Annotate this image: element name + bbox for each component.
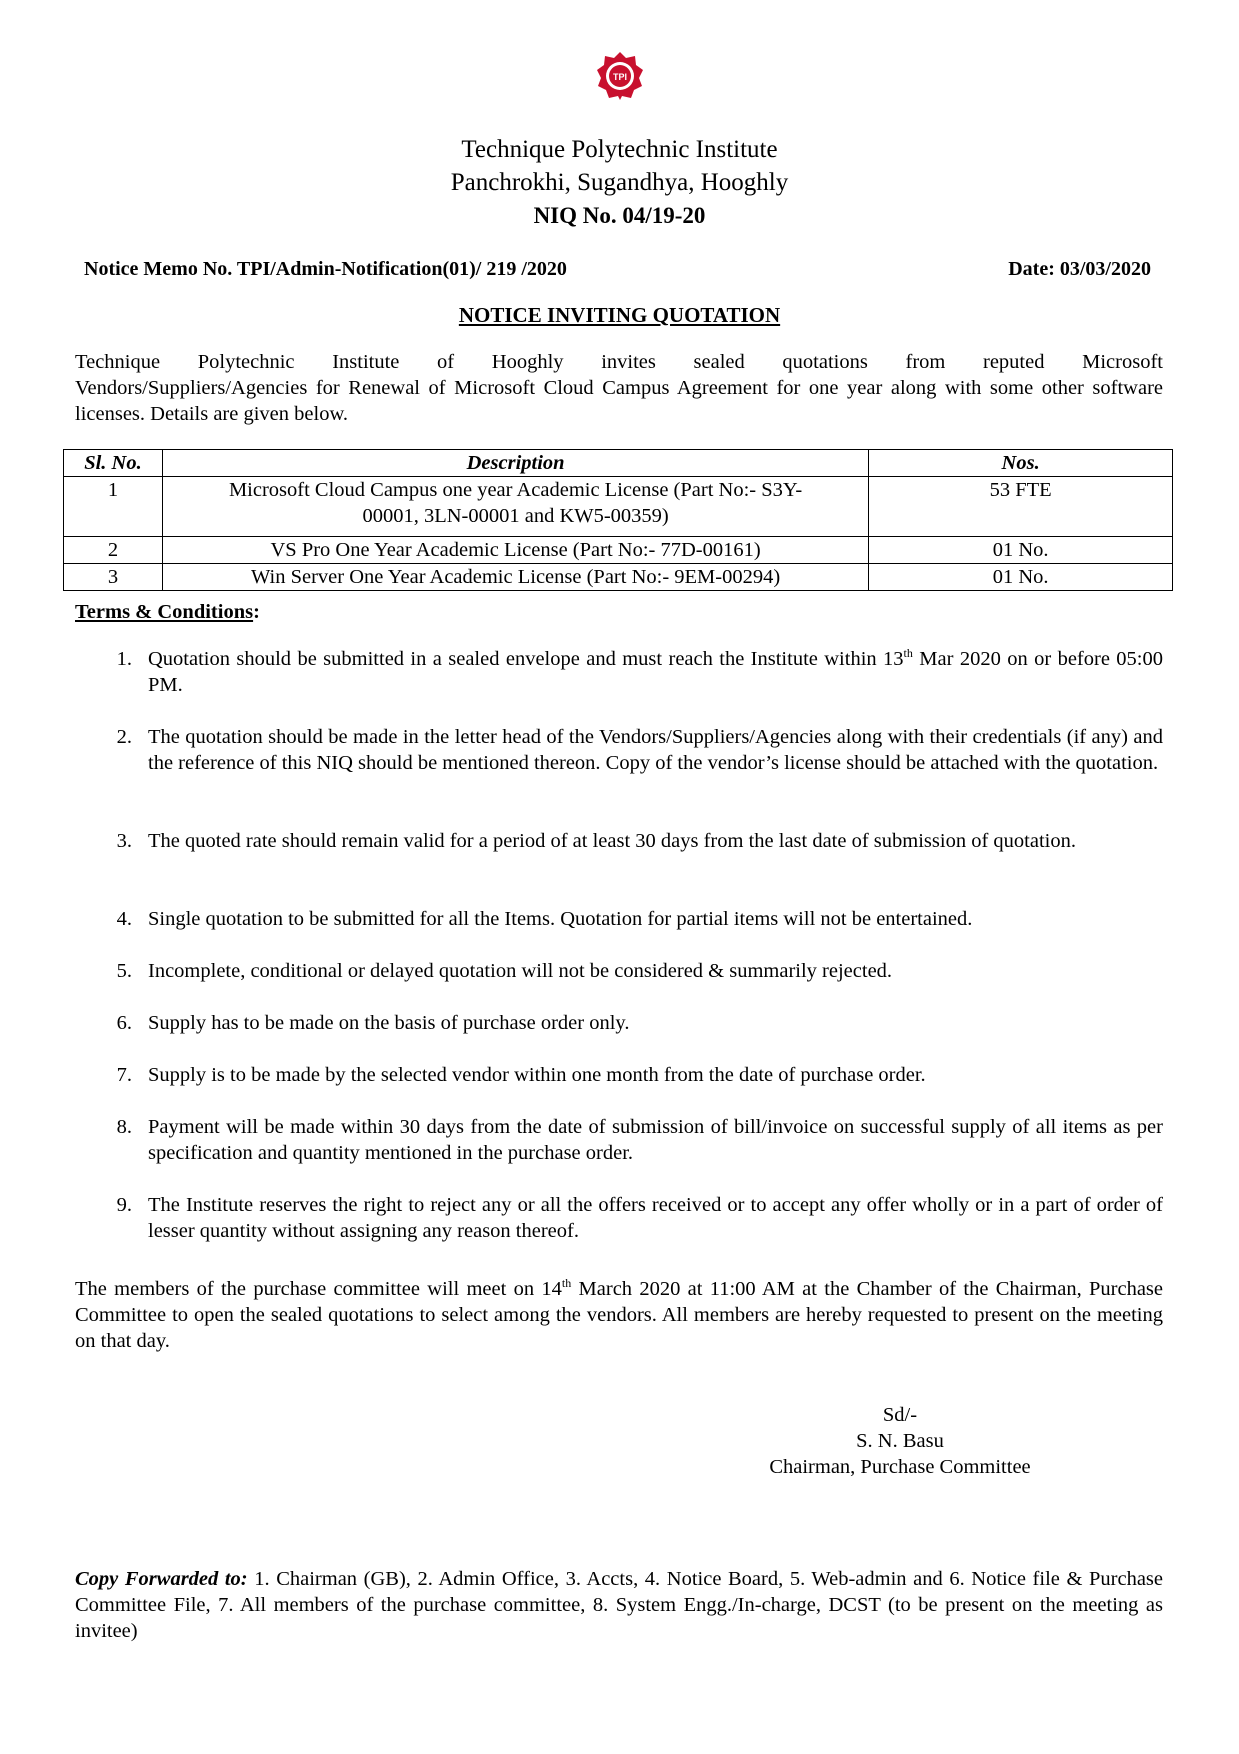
term-number: 6. [116,1012,132,1034]
cell-description-line-1: Microsoft Cloud Campus one year Academic License (Part No:- S3Y- [228,479,803,501]
notice-title: NOTICE INVITING QUOTATION [458,303,781,327]
term-number: 9. [116,1194,132,1216]
cell-nos: 53 FTE [869,477,1173,537]
memo-date: Date: 03/03/2020 [1008,258,1151,280]
closing-text-b: March 2020 at 11:00 AM at the Chamber of the Chairman, Purchase Committee to open the sealed quotations to select among the vendors. All members are hereby requested to present on the meeting on that day. [75,1278,1163,1352]
term-text: Supply is to be made by the selected vendor within one month from the date of purchase order. [148,1064,926,1086]
logo-text: TPI [612,72,628,82]
term-number: 4. [116,908,132,930]
table-header-row [64,450,1173,477]
intro-rest: Vendors/Suppliers/Agencies for Renewal of Microsoft Cloud Campus Agreement for one year along with some other software licenses. Details are given below. [75,377,1163,425]
table-row [64,477,1173,537]
term-text: The Institute reserves the right to reject any or all the offers received or to accept any offer wholly or in a part of order of lesser quantity without assigning any reason thereof. [148,1194,1163,1242]
terms-heading-text: Terms & Conditions [75,601,254,623]
cell-sl: 3 [64,564,163,591]
term-text: Single quotation to be submitted for all the Items. Quotation for partial items will not be entertained. [148,908,973,930]
copy-forwarded [75,1566,1163,1644]
term-number: 1. [116,648,132,670]
closing-paragraph [75,1276,1163,1354]
signature-sd: Sd/- [882,1404,918,1426]
header-sl-no: Sl. No. [64,450,163,477]
term-text: Supply has to be made on the basis of purchase order only. [148,1012,630,1034]
cell-description: Win Server One Year Academic License (Part No:- 9EM-00294) [162,564,868,591]
institute-logo [595,50,645,102]
institute-address: Panchrokhi, Sugandhya, Hooghly [450,169,789,196]
term-number: 3. [116,830,132,852]
terms-heading [75,601,260,624]
cell-nos: 01 No. [869,564,1173,591]
term-text: Payment will be made within 30 days from the date of submission of bill/invoice on successful supply of all items as per specification and quantity mentioned in the purchase order. [148,1116,1163,1164]
intro-line-1: Technique Polytechnic Institute of Hooghly invites sealed quotations from reputed Microsoft [75,351,1163,373]
cell-description-line-2: 00001, 3LN-00001 and KW5-00359) [362,505,669,527]
term-number: 7. [116,1064,132,1086]
term-text: The quoted rate should remain valid for a period of at least 30 days from the last date of submission of quotation. [148,830,1076,852]
niq-number: NIQ No. 04/19-20 [533,203,706,228]
term-number: 8. [116,1116,132,1138]
table-row [64,564,1173,591]
term-number: 5. [116,960,132,982]
intro-paragraph [75,349,1163,427]
signature-name: S. N. Basu [856,1430,944,1452]
copy-forwarded-text: 1. Chairman (GB), 2. Admin Office, 3. Accts, 4. Notice Board, 5. Web-admin and 6. Notice file & Purchase Committee File, 7. All members of the purchase committee, 8. System Engg./In-charge, DCST (to be present on the meeting as invitee) [75,1568,1163,1642]
cell-nos: 01 No. [869,537,1173,564]
header-description: Description [162,450,868,477]
term-text-sup: th [903,646,913,661]
signature-designation: Chairman, Purchase Committee [769,1456,1031,1478]
term-text [148,646,1163,698]
term-number: 2. [116,726,132,748]
header-nos: Nos. [869,450,1173,477]
table-row [64,537,1173,564]
closing-text-a: The members of the purchase committee will meet on 14 [75,1278,562,1300]
cell-description [162,477,868,537]
cell-sl: 1 [64,477,163,537]
items-table [63,449,1173,591]
term-text-a: Quotation should be submitted in a sealed envelope and must reach the Institute within 13 [148,648,904,670]
term-text: Incomplete, conditional or delayed quotation will not be considered & summarily rejected. [148,960,893,982]
terms-heading-colon: : [253,601,260,623]
cell-sl: 2 [64,537,163,564]
cell-description: VS Pro One Year Academic License (Part No:- 77D-00161) [162,537,868,564]
term-text-b: Mar 2020 on or before 05:00 PM. [148,648,1164,696]
copy-forwarded-label: Copy Forwarded to: [75,1568,248,1590]
closing-text-sup: th [561,1276,572,1291]
memo-number: Notice Memo No. TPI/Admin-Notification(01)/ 219 /2020 [84,258,567,280]
term-text: The quotation should be made in the letter head of the Vendors/Suppliers/Agencies along with their credentials (if any) and the reference of this NIQ should be mentioned thereon. Copy of the vendor’s license should be attached with the quotation. [148,726,1163,774]
institute-name: Technique Polytechnic Institute [461,136,778,163]
